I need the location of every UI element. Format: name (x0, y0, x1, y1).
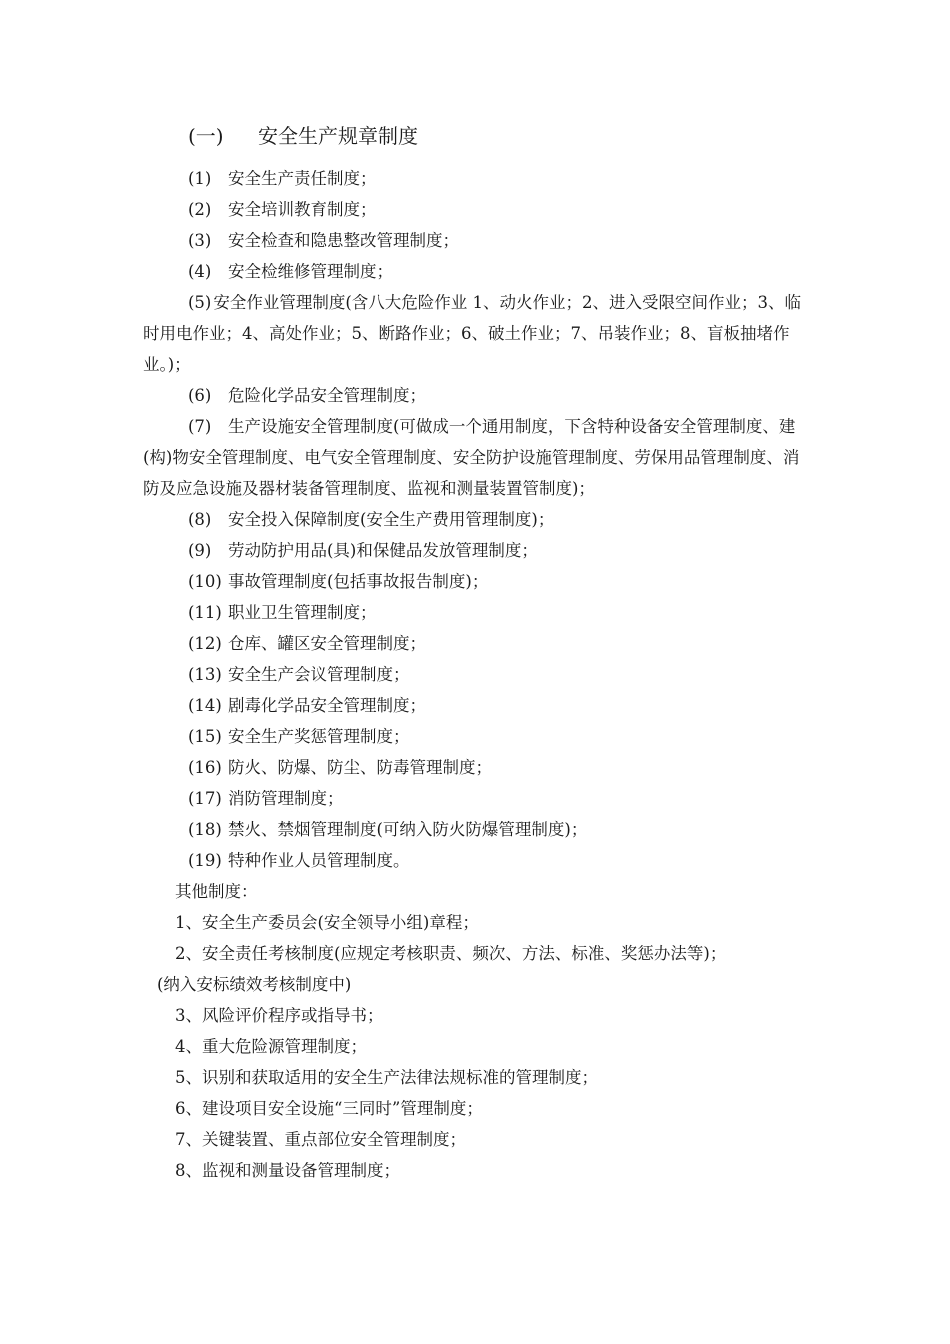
item-number: (1) (188, 169, 212, 188)
other-item-continuation: (纳入安标绩效考核制度中) (157, 975, 352, 994)
item-text: 仓库、罐区安全管理制度； (228, 634, 426, 653)
list-item (143, 225, 815, 256)
other-item: 4、重大危险源管理制度； (175, 1037, 367, 1056)
item-number: (5) (188, 293, 212, 312)
other-item: 1、安全生产委员会(安全领导小组)章程； (175, 913, 479, 932)
list-item (143, 566, 815, 597)
item-text: 安全生产责任制度； (228, 169, 377, 188)
section-number: (一) (188, 124, 224, 148)
item-text: 生产设施安全管理制度(可做成一个通用制度，下含特种设备安全管理制度、建(构)物安全管理制度、电气安全管理制度、安全防护设施管理制度、劳保用品管理制度、消防及应急设施及器材装备管理制度、监视和测量装置管制度)； (143, 417, 800, 498)
section-title: 安全生产规章制度 (258, 124, 418, 148)
item-number: (2) (188, 200, 212, 219)
item-text: 安全生产会议管理制度； (228, 665, 410, 684)
item-number: (14) (188, 696, 222, 715)
item-number: (6) (188, 386, 212, 405)
item-number: (8) (188, 510, 212, 529)
list-item (143, 659, 815, 690)
item-text: 危险化学品安全管理制度； (228, 386, 426, 405)
item-text: 安全投入保障制度(安全生产费用管理制度)； (228, 510, 555, 529)
item-number: (12) (188, 634, 222, 653)
item-text: 安全检查和隐患整改管理制度； (228, 231, 459, 250)
item-text: 事故管理制度(包括事故报告制度)； (228, 572, 489, 591)
item-number: (4) (188, 262, 212, 281)
list-item (143, 194, 815, 225)
item-text: 剧毒化学品安全管理制度； (228, 696, 426, 715)
list-item (143, 287, 815, 380)
list-item (143, 411, 815, 504)
item-text: 特种作业人员管理制度。 (228, 851, 410, 870)
list-item (143, 721, 815, 752)
other-item: 6、建设项目安全设施“三同时”管理制度； (175, 1099, 483, 1118)
other-item: 5、识别和获取适用的安全生产法律法规标准的管理制度； (175, 1068, 598, 1087)
item-text: 防火、防爆、防尘、防毒管理制度； (228, 758, 492, 777)
list-item (143, 783, 815, 814)
other-item: 7、关键装置、重点部位安全管理制度； (175, 1130, 466, 1149)
list-item (143, 814, 815, 845)
list-item (143, 752, 815, 783)
item-text: 安全作业管理制度(含八大危险作业 1、动火作业；2、进入受限空间作业；3、临时用电作业；4、高处作业；5、断路作业；6、破土作业；7、吊装作业；8、盲板抽堵作业。)； (143, 293, 802, 374)
other-item: 2、安全责任考核制度(应规定考核职责、频次、方法、标准、奖惩办法等)； (175, 944, 727, 963)
list-item (143, 163, 815, 194)
item-number: (18) (188, 820, 222, 839)
item-text: 安全生产奖惩管理制度； (228, 727, 410, 746)
item-number: (16) (188, 758, 222, 777)
item-number: (10) (188, 572, 222, 591)
list-item (143, 628, 815, 659)
item-text: 职业卫生管理制度； (228, 603, 377, 622)
item-number: (13) (188, 665, 222, 684)
item-text: 禁火、禁烟管理制度(可纳入防火防爆管理制度)； (228, 820, 588, 839)
item-text: 劳动防护用品(具)和保健品发放管理制度； (228, 541, 538, 560)
list-item (143, 535, 815, 566)
list-item (143, 256, 815, 287)
item-text: 安全检维修管理制度； (228, 262, 393, 281)
item-number: (3) (188, 231, 212, 250)
list-item (143, 690, 815, 721)
item-number: (9) (188, 541, 212, 560)
other-section-title: 其他制度： (175, 882, 258, 901)
item-number: (11) (188, 603, 222, 622)
section-heading (188, 122, 418, 150)
list-item (143, 845, 815, 876)
other-item: 8、监视和测量设备管理制度； (175, 1161, 400, 1180)
item-number: (17) (188, 789, 222, 808)
other-item: 3、风险评价程序或指导书； (175, 1006, 384, 1025)
list-item (143, 380, 815, 411)
item-number: (15) (188, 727, 222, 746)
document-body (143, 163, 815, 1186)
item-number: (19) (188, 851, 222, 870)
list-item (143, 504, 815, 535)
item-text: 消防管理制度； (228, 789, 344, 808)
list-item (143, 597, 815, 628)
item-number: (7) (188, 417, 212, 436)
item-text: 安全培训教育制度； (228, 200, 377, 219)
